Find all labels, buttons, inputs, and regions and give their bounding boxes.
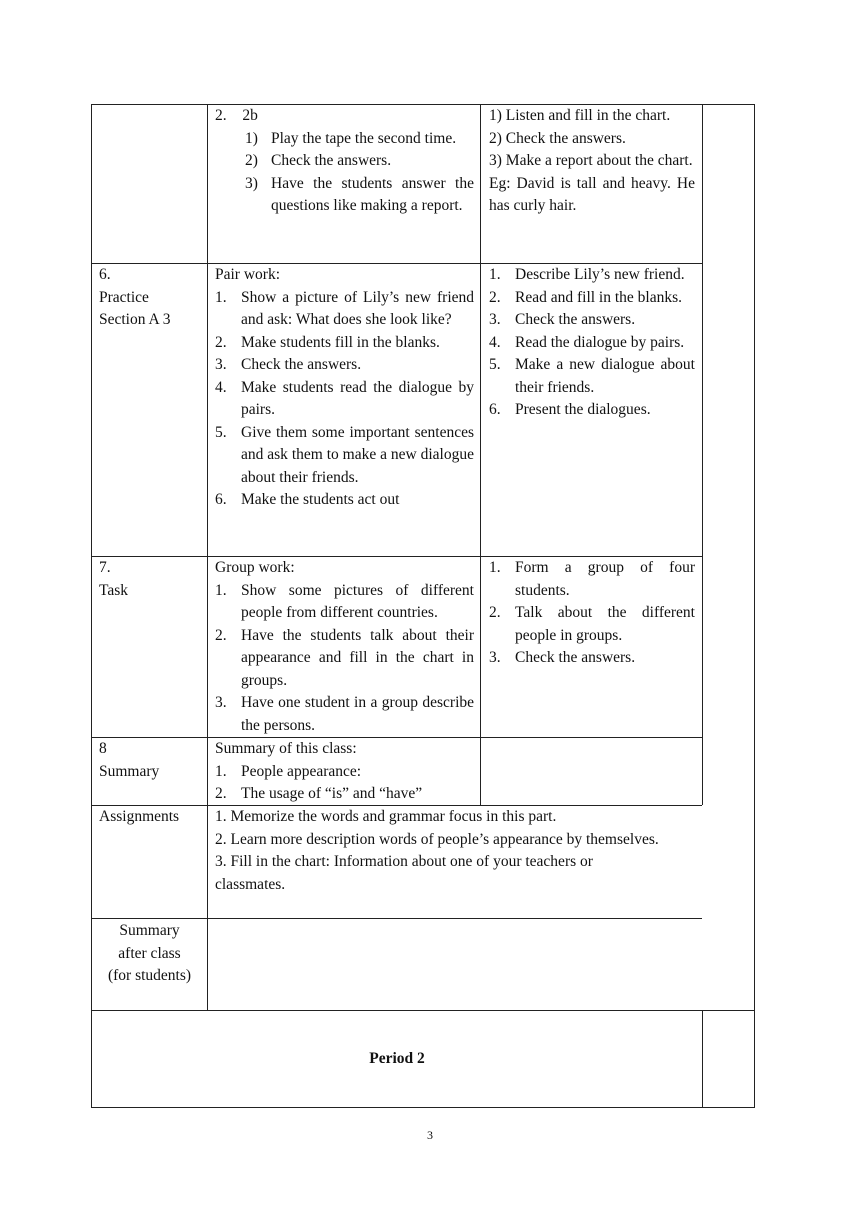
activity-title: Pair work:: [215, 266, 281, 283]
student-line: 2) Check the answers.: [489, 129, 626, 147]
summary-after-label: after class: [118, 944, 181, 962]
list-item: 6. Make the students act out: [215, 491, 400, 508]
list-item: 5. Give them some important sentences and ask them to make a new dialogue about their friends.: [215, 423, 474, 486]
row-2b-heading-text: 2b: [242, 107, 258, 124]
summary-after-class-label-cell: [92, 920, 207, 988]
row-2b-student-cell: [489, 105, 695, 218]
list-item: 1. Describe Lily’s new friend.: [489, 266, 685, 283]
list-item: 2. Have the students talk about their appearance and fill in the chart in groups.: [215, 626, 474, 689]
row-practice-student-list: [489, 264, 695, 422]
student-line: 3) Make a report about the chart.: [489, 152, 693, 169]
row-practice-teacher-list: [215, 287, 474, 512]
step-name-section: Section A 3: [99, 311, 171, 328]
step-number: 6.: [99, 266, 111, 283]
period-title: Period 2: [369, 1050, 425, 1067]
step-name: Practice: [99, 288, 149, 306]
list-item: 2. The usage of “is” and “have”: [215, 785, 423, 802]
list-item: 1) Play the tape the second time.: [245, 129, 457, 147]
assignments-content-cell: [215, 806, 695, 896]
assignments-label-cell: [99, 806, 203, 829]
student-line: 1) Listen and fill in the chart.: [489, 107, 671, 124]
row-summary-teacher-list: [215, 761, 474, 806]
list-item: 1. Form a group of four students.: [489, 559, 695, 599]
row-task-student-list: [489, 557, 695, 670]
row-2b-teacher-list: [215, 128, 474, 218]
activity-title: Summary of this class:: [215, 740, 357, 757]
list-item: 2. Make students fill in the blanks.: [215, 333, 440, 351]
assignment-line: 3. Fill in the chart: Information about one of your teachers or classmates.: [215, 853, 593, 893]
list-item: 1. Show a picture of Lily’s new friend and ask: What does she look like?: [215, 288, 474, 328]
summary-after-label: (for students): [107, 967, 192, 984]
list-item: 5. Make a new dialogue about their friends.: [489, 356, 695, 396]
list-item: 3) Have the students answer the questions like making a report.: [245, 174, 474, 214]
step-name: Summary: [99, 762, 160, 780]
row-task-teacher-list: [215, 580, 474, 738]
step-number: 8: [99, 740, 107, 757]
assignment-line: 1. Memorize the words and grammar focus in this part.: [215, 808, 557, 825]
row-summary-step-cell: [99, 738, 203, 783]
list-item: 2. Talk about the different people in groups.: [489, 604, 695, 644]
list-item: 1. People appearance:: [215, 762, 362, 780]
row-practice-student-cell: [489, 264, 695, 422]
list-item: 3. Check the answers.: [489, 311, 636, 328]
list-item: 6. Present the dialogues.: [489, 401, 651, 418]
step-name: Task: [99, 581, 129, 599]
list-item: 3. Check the answers.: [215, 356, 362, 373]
row-task-teacher-cell: [215, 557, 474, 737]
list-item: 1. Show some pictures of different people from different countries.: [215, 581, 474, 621]
assignment-line: 2. Learn more description words of people’s appearance by themselves.: [215, 830, 659, 848]
list-item: 3. Check the answers.: [489, 649, 636, 666]
row-practice-step-cell: [99, 264, 203, 332]
step-number: 7.: [99, 559, 111, 576]
list-item: 2) Check the answers.: [245, 152, 392, 169]
row-2b-heading-num: 2.: [215, 107, 227, 124]
row-practice-teacher-cell: [215, 264, 474, 512]
list-item: 4. Read the dialogue by pairs.: [489, 333, 685, 351]
row-task-step-cell: [99, 557, 203, 602]
row-task-student-cell: [489, 557, 695, 670]
list-item: 4. Make students read the dialogue by pairs.: [215, 378, 474, 418]
row-2b-teacher-cell: [215, 105, 474, 218]
activity-title: Group work:: [215, 559, 295, 576]
row-2b-heading: [215, 105, 474, 128]
list-item: 2. Read and fill in the blanks.: [489, 288, 683, 306]
page-number: 3: [427, 1128, 433, 1142]
summary-after-label: Summary: [119, 922, 180, 939]
row-summary-teacher-cell: [215, 738, 474, 806]
list-item: 3. Have one student in a group describe the persons.: [215, 694, 474, 734]
assignments-label: Assignments: [99, 808, 180, 825]
student-line: Eg: David is tall and heavy. He has curly hair.: [489, 174, 695, 214]
